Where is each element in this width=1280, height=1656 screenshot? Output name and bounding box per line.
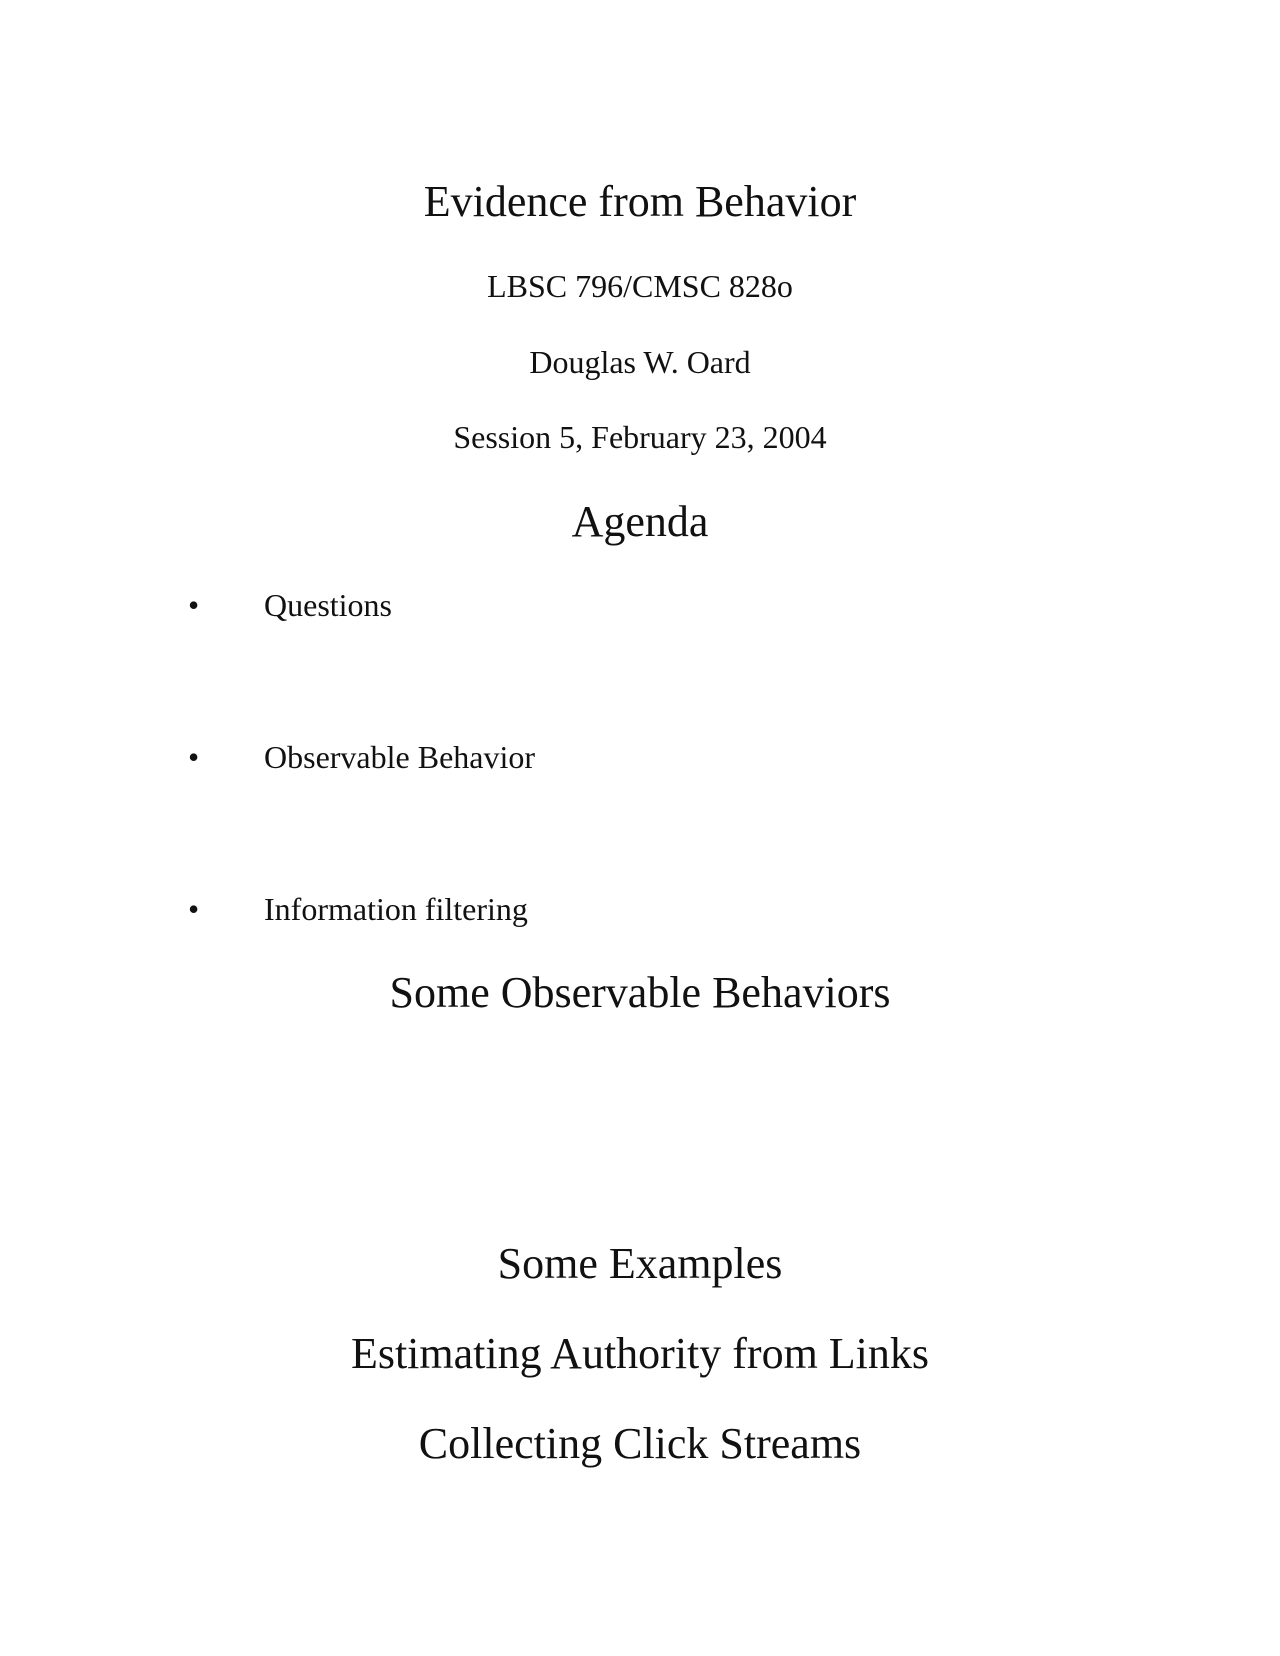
agenda-item	[0, 741, 1280, 781]
course-code: LBSC 796/CMSC 828o	[487, 268, 793, 304]
bullet-icon: •	[188, 587, 200, 623]
bullet-icon: •	[188, 739, 200, 775]
section-heading-observable-behaviors: Some Observable Behaviors	[389, 968, 891, 1017]
session-date: Session 5, February 23, 2004	[453, 419, 827, 455]
agenda-item-questions: Questions	[264, 587, 392, 623]
agenda-heading: Agenda	[571, 497, 709, 546]
section-heading-click-streams: Collecting Click Streams	[418, 1419, 862, 1468]
bullet-icon: •	[188, 891, 200, 927]
agenda-item-observable-behavior: Observable Behavior	[264, 739, 536, 775]
agenda-item-information-filtering: Information filtering	[264, 891, 528, 927]
document-title: Evidence from Behavior	[423, 177, 857, 226]
agenda-item	[0, 893, 1280, 933]
section-heading-authority-links: Estimating Authority from Links	[350, 1329, 930, 1378]
agenda-item	[0, 589, 1280, 629]
section-heading-examples: Some Examples	[497, 1239, 783, 1288]
author-name: Douglas W. Oard	[529, 344, 751, 380]
